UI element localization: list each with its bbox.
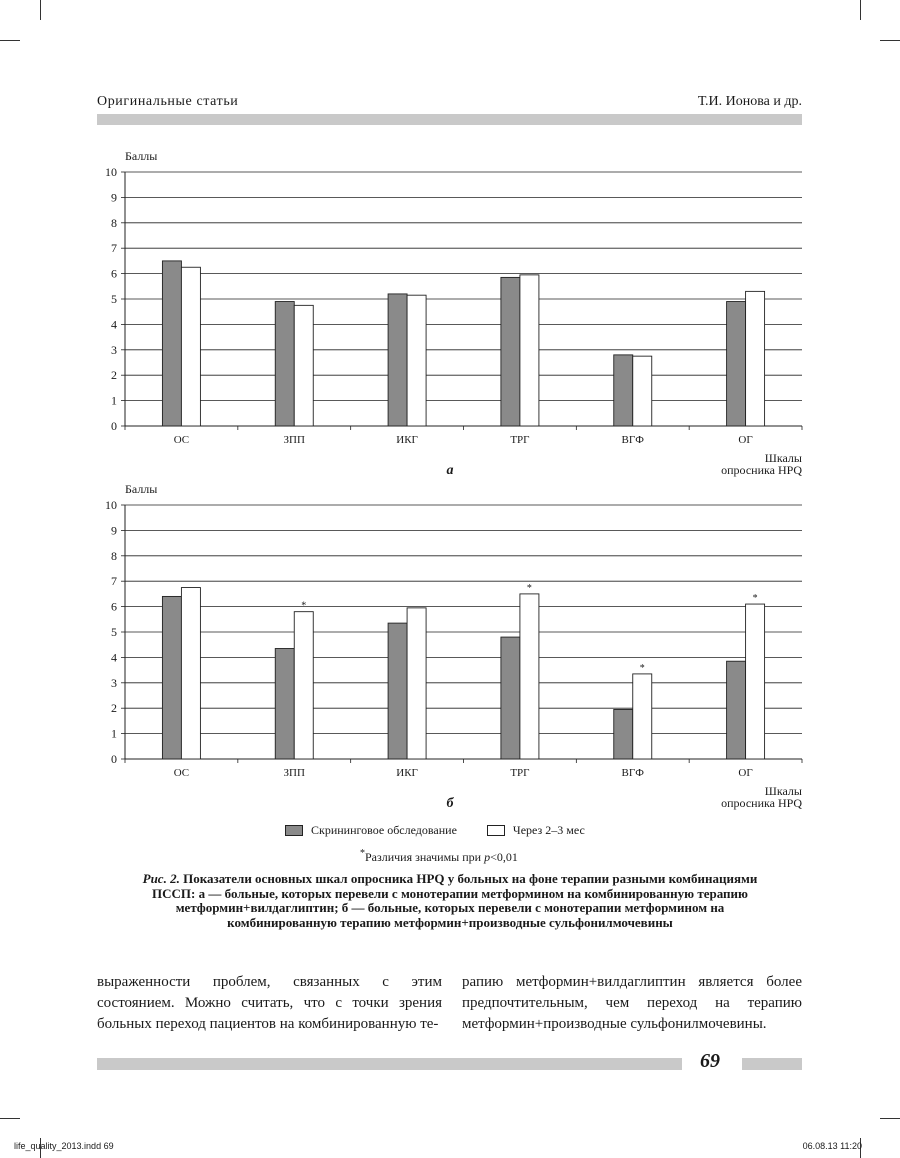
chart-legend [285,823,585,838]
crop-mark [880,1118,900,1119]
y-tick-label: 8 [111,548,117,563]
y-tick-label: 5 [111,292,117,306]
y-tick-label: 10 [105,165,117,179]
bar-screening [388,294,407,426]
x-tick-label: ОС [173,434,190,446]
figure-caption [130,872,770,930]
bar-followup [633,356,652,426]
bar-followup [407,295,426,426]
crop-mark [0,1118,20,1119]
x-tick-label: ОГ [738,767,753,779]
y-tick-label: 6 [111,266,117,281]
body-text-left: выраженности проблем, связанных с этим состоянием. Можно считать, что с точки зрения больных переход пациентов на комбинированную те- [97,974,442,1032]
bar-screening [388,623,407,759]
chart-panel-b [80,473,820,823]
bar-screening [275,302,294,426]
x-tick-label: ЗПП [283,434,305,446]
crop-mark [860,0,861,20]
y-tick-label: 7 [111,241,117,256]
bar-followup [294,305,313,426]
running-header-section: Оригинальные статьи [97,94,239,109]
significance-star: * [301,600,307,612]
footer-rule [97,1058,682,1070]
chart-a-svg [80,140,820,485]
x-tick-label: ВГФ [621,767,644,779]
bar-screening [275,649,294,759]
slug-datetime: 06.08.13 11:20 [802,1141,862,1151]
x-tick-label: ОС [173,767,190,779]
x-axis-label: Шкалы [764,451,802,465]
significance-star: * [639,662,645,674]
slug-filename: life_quality_2013.indd 69 [14,1141,114,1151]
y-tick-label: 4 [111,650,117,665]
header-rule [97,114,802,125]
page-number: 69 [700,1050,720,1072]
footer-rule-end [742,1058,802,1070]
bar-screening [162,261,181,426]
y-tick-label: 9 [111,523,117,538]
bar-followup [520,275,539,426]
note-p: p [484,850,491,864]
x-axis-label: опросника HPQ [721,463,802,477]
significance-note [360,848,518,865]
body-text-right: рапию метформин+вилдаглиптин является более предпочтительным, чем переход на терапию метформин+производные сульфонилмочевины. [462,974,802,1032]
y-tick-label: 10 [105,498,117,512]
crop-mark [880,40,900,41]
legend-item-followup [487,823,585,838]
y-tick-label: 2 [111,368,117,383]
bar-followup [407,608,426,759]
bar-screening [614,709,633,759]
legend-label-screening: Скрининговое обследование [311,823,457,837]
bar-screening [501,277,520,426]
chart-b-svg [80,473,820,818]
bar-screening [614,355,633,426]
y-tick-label: 5 [111,625,117,639]
bar-followup [746,291,765,426]
legend-swatch-screening [285,825,303,836]
panel-label: а [446,463,454,478]
bar-followup [633,674,652,759]
chart-panel-a [80,140,820,490]
y-tick-label: 2 [111,701,117,716]
x-tick-label: ЗПП [283,767,305,779]
x-tick-label: ВГФ [621,434,644,446]
x-tick-label: ИКГ [396,767,418,779]
legend-item-screening [285,823,457,838]
note-text: Различия значимы при [365,850,485,864]
panel-label: б [446,796,454,811]
y-tick-label: 9 [111,190,117,205]
y-tick-label: 1 [111,393,117,408]
x-tick-label: ИКГ [396,434,418,446]
bar-screening [501,637,520,759]
significance-star: * [526,582,532,594]
bar-screening [162,596,181,759]
note-threshold: <0,01 [490,850,518,864]
bar-followup [746,604,765,759]
y-tick-label: 0 [111,752,117,766]
running-header-authors: Т.И. Ионова и др. [697,94,802,109]
bar-followup [181,267,200,426]
y-tick-label: 3 [111,675,117,690]
bar-followup [294,612,313,759]
y-tick-label: 7 [111,574,117,589]
y-tick-label: 1 [111,726,117,741]
y-tick-label: 6 [111,599,117,614]
y-tick-label: 4 [111,317,117,332]
x-tick-label: ТРГ [510,767,530,779]
bar-screening [727,302,746,426]
crop-mark [0,40,20,41]
x-axis-label: Шкалы [764,784,802,798]
y-axis-label: Баллы [125,149,158,163]
bar-screening [727,661,746,759]
x-tick-label: ОГ [738,434,753,446]
crop-mark [40,0,41,20]
y-tick-label: 8 [111,215,117,230]
x-tick-label: ТРГ [510,434,530,446]
significance-star: * [752,593,758,605]
y-axis-label: Баллы [125,482,158,496]
bar-followup [520,594,539,759]
figure-caption-text: Показатели основных шкал опросника HPQ у больных на фоне терапии разными комбинациями ПССП: а — больные, которых перевели с монотерапии метформином на комбинированную терапию метформин+вилдаглиптин; б — больные, которых перевели с монотерапии метформином на комбинированную терапию метформин+производные сульфонилмочевины [152,871,758,930]
legend-label-followup: Через 2–3 мес [512,823,585,837]
y-tick-label: 3 [111,342,117,357]
legend-swatch-followup [487,825,505,836]
y-tick-label: 0 [111,419,117,433]
figure-label: Рис. 2. [142,871,180,886]
x-axis-label: опросника HPQ [721,796,802,810]
bar-followup [181,588,200,759]
note-star: * [360,848,365,859]
